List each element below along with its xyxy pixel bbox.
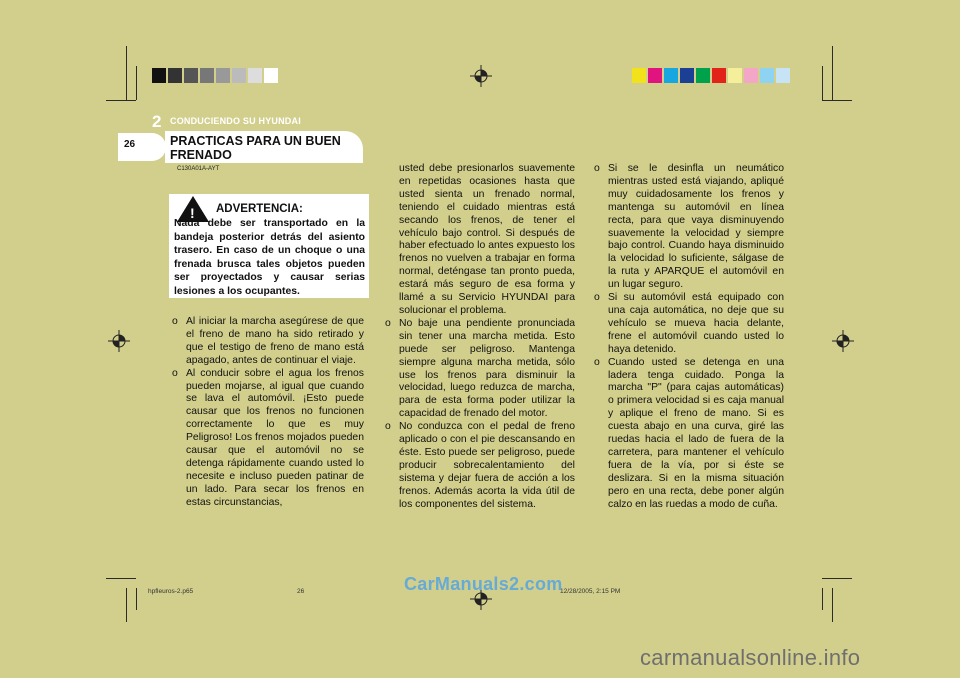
list-item xyxy=(385,318,575,421)
color-swatch xyxy=(728,68,742,83)
color-swatch xyxy=(168,68,182,83)
list-item-text: No conduzca con el pedal de freno aplicado o con el pie descansando en éste. Esto puede ser peligroso, puede producir sobrecalentamiento del sistema y dejar fuera de acción a los frenos. Además acorta la vida útil de los componentes del sistema. xyxy=(399,421,575,510)
list-item xyxy=(594,292,784,357)
list-item-text: Cuando usted se detenga en una ladera tenga cuidado. Ponga la marcha "P" (para cajas automáticas) o primera velocidad si es caja manual y aplique el freno de mano. Si es cuesta abajo en una curva, giré las ruedas hacia el lado de fuera de la carretera, para mantener el vehículo fuera de la vía, por si éste se deslizara. Si en la misma situación pero en una recta, debe poner algún calzo en las ruedas a modo de cuña. xyxy=(608,356,784,510)
color-swatch xyxy=(632,68,646,83)
color-swatch xyxy=(216,68,230,83)
color-swatch xyxy=(744,68,758,83)
section-code: C130A01A-AYT xyxy=(177,166,220,172)
text-column-3 xyxy=(594,163,784,511)
crop-mark xyxy=(126,588,127,622)
color-swatch xyxy=(200,68,214,83)
bullet-marker: o xyxy=(172,316,178,327)
crop-mark xyxy=(822,100,852,101)
color-swatch xyxy=(648,68,662,83)
bullet-marker: o xyxy=(385,317,391,329)
cmyk-color-bar xyxy=(632,68,792,83)
crop-mark xyxy=(106,100,136,101)
color-swatch xyxy=(680,68,694,83)
warning-body: Nada debe ser transportado en la bandeja posterior detrás del asiento trasero. En caso de un choque o una frenada brusca tales objetos pueden ser proyectados y causar serias lesiones a los ocupantes. xyxy=(174,218,365,297)
bullet-marker: o xyxy=(172,367,178,379)
bullet-marker: o xyxy=(594,292,600,304)
list-item xyxy=(385,421,575,511)
watermark-link-top[interactable]: CarManuals2.com xyxy=(404,574,563,594)
crop-mark xyxy=(126,46,127,100)
footer-page: 26 xyxy=(297,588,305,595)
list-item-text: Al iniciar la marcha asegúrese de que el freno de mano ha sido retirado y que el testigo de freno de mano está apagado, antes de continuar el viaje. xyxy=(186,316,364,366)
list-item xyxy=(594,357,784,512)
crop-mark xyxy=(822,66,823,100)
page-number: 26 xyxy=(124,139,136,150)
bullet-marker: o xyxy=(594,163,600,174)
crop-mark xyxy=(832,46,833,100)
registration-target-icon xyxy=(832,330,854,352)
color-swatch xyxy=(776,68,790,83)
crop-mark xyxy=(822,578,852,579)
watermark-link-bottom[interactable]: carmanualsonline.info xyxy=(640,645,861,670)
section-title: PRACTICAS PARA UN BUEN FRENADO xyxy=(170,134,341,162)
bullet-marker: o xyxy=(594,356,600,368)
color-swatch xyxy=(152,68,166,83)
list-item-text: Si se le desinfla un neumático mientras usted está viajando, apliqué muy cuidadosamente los frenos y mantenga su automóvil en línea recta, para que vaya disminuyendo suavemente la velocidad y siempre bajo control. Cuando haya disminuido la velocidad lo suficiente, sálgase de la ruta y APARQUE el automóvil en un lugar seguro. xyxy=(608,163,784,291)
registration-target-icon xyxy=(470,65,492,87)
color-swatch xyxy=(696,68,710,83)
bullet-marker: o xyxy=(385,421,391,433)
color-swatch xyxy=(184,68,198,83)
crop-mark xyxy=(822,588,823,610)
footer-timestamp: 12/28/2005, 2:15 PM xyxy=(560,588,621,595)
grayscale-color-bar xyxy=(152,68,280,83)
continued-paragraph: usted debe presionarlos suavemente en repetidas ocasiones hasta que usted sienta un frenado normal, teniendo el cuidado mientras está secando los frenos, de tener el vehículo bajo control. Si después de haber efectuado lo antes expuesto los frenos no vuelven a trabajar en forma normal, deténgase tan pronto pueda, estará más seguro de esa forma y llamé a su Servicio HYUNDAI para solucionar el problema. xyxy=(399,163,575,316)
chapter-number: 2 xyxy=(152,112,162,131)
list-item-text: No baje una pendiente pronunciada sin tener una marcha metida. Esto puede ser peligroso. Mantenga siempre alguna marcha metida, sólo use los frenos para disminuir la velocidad, luego reduzca de marcha, para de esta forma poder utilizar la capacidad de frenado del motor. xyxy=(399,317,575,420)
exclamation-icon: ! xyxy=(190,205,195,221)
text-column-2 xyxy=(385,163,575,511)
color-swatch xyxy=(664,68,678,83)
list-item-text: Si su automóvil está equipado con una caja automática, no deje que su vehículo se mueva hacia delante, frene el automóvil cuando usted lo haya detenido. xyxy=(608,292,784,355)
text-column-1 xyxy=(172,316,364,510)
footer-file: hpfleuros-2.p65 xyxy=(148,588,194,595)
registration-target-icon xyxy=(108,330,130,352)
list-item xyxy=(594,163,784,292)
list-item-text: Al conducir sobre el agua los frenos pueden mojarse, al igual que cuando se lava el automóvil. ¡Esto puede causar que los frenos no funcionen correctamente lo que es muy Peligroso! Los frenos mojados pueden causar que el automóvil no se detenga rápidamente cuando usted lo necesite e incluso pueden patinar de un lado. Para secar los frenos en estas circunstancias, xyxy=(186,367,364,508)
warning-title: ADVERTENCIA: xyxy=(216,203,303,215)
crop-mark xyxy=(136,588,137,610)
crop-mark xyxy=(832,588,833,622)
color-swatch xyxy=(232,68,246,83)
color-swatch xyxy=(248,68,262,83)
color-swatch xyxy=(712,68,726,83)
color-swatch xyxy=(264,68,278,83)
crop-mark xyxy=(136,66,137,100)
list-item xyxy=(172,316,364,368)
crop-mark xyxy=(106,578,136,579)
list-item xyxy=(172,368,364,510)
color-swatch xyxy=(760,68,774,83)
chapter-title: CONDUCIENDO SU HYUNDAI xyxy=(170,116,301,126)
